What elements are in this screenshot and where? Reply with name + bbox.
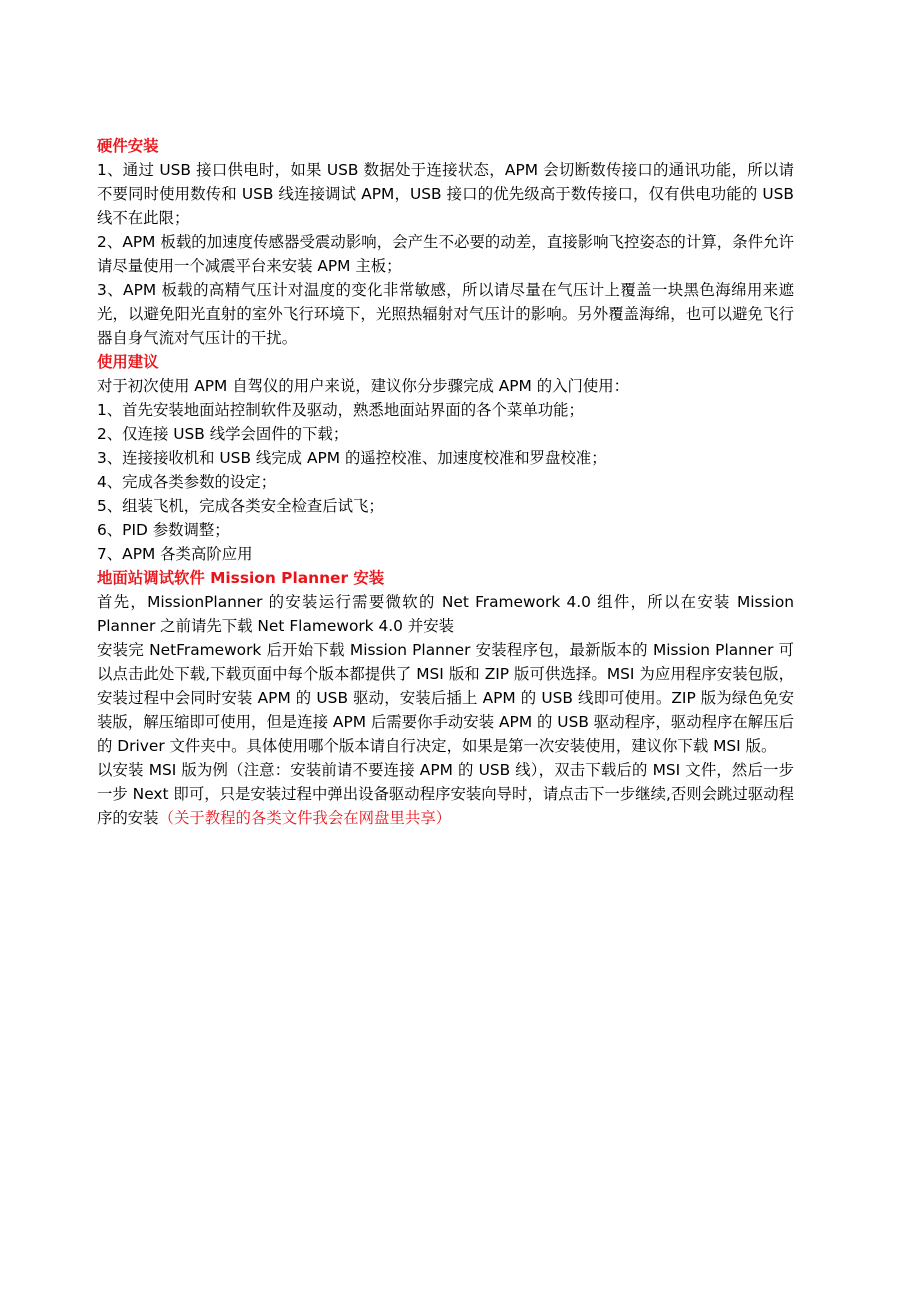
usage-item-4: 4、完成各类参数的设定；: [97, 473, 277, 491]
section-heading-hardware: 硬件安装: [97, 137, 159, 155]
usage-item-7: 7、APM 各类高阶应用: [97, 545, 253, 563]
hardware-item-3: 3、APM 板载的高精气压计对温度的变化非常敏感，所以请尽量在气压计上覆盖一块黑色海绵用来遮光，以避免阳光直射的室外飞行环境下，光照热辐射对气压计的影响。另外覆盖海绵，也可以避免飞行器自身气流对气压计的干扰。: [97, 281, 794, 347]
mission-planner-paragraph-2: 安装完 NetFramework 后开始下载 Mission Planner 安装程序包，最新版本的 Mission Planner 可以点击此处下载,下载页面中每个版本都提供了 MSI 版和 ZIP 版可供选择。MSI 为应用程序安装包版，安装过程中会同时安装 APM 的 USB 驱动，安装后插上 APM 的 USB 线即可使用。ZIP 版为绿色免安装版，解压缩即可使用，但是连接 APM 后需要你手动安装 APM 的 USB 驱动程序，驱动程序在解压后的 Driver 文件夹中。具体使用哪个版本请自行决定，如果是第一次安装使用，建议你下载 MSI 版。: [97, 641, 794, 755]
usage-item-3: 3、连接接收机和 USB 线完成 APM 的遥控校准、加速度校准和罗盘校准；: [97, 449, 607, 467]
section-heading-usage: 使用建议: [97, 353, 159, 371]
mission-planner-paragraph-1: 首先，MissionPlanner 的安装运行需要微软的 Net Framework 4.0 组件，所以在安装 Mission Planner 之前请先下载 Net Flamework 4.0 并安装: [97, 593, 794, 635]
shared-files-note: （关于教程的各类文件我会在网盘里共享）: [158, 809, 452, 827]
usage-item-1: 1、首先安装地面站控制软件及驱动，熟悉地面站界面的各个菜单功能；: [97, 401, 584, 419]
usage-item-6: 6、PID 参数调整；: [97, 521, 230, 539]
hardware-item-1: 1、通过 USB 接口供电时，如果 USB 数据处于连接状态，APM 会切断数传接口的通讯功能，所以请不要同时使用数传和 USB 线连接调试 APM，USB 接口的优先级高于数传接口，仅有供电功能的 USB 线不在此限；: [97, 161, 794, 227]
usage-intro: 对于初次使用 APM 自驾仪的用户来说，建议你分步骤完成 APM 的入门使用：: [97, 377, 630, 395]
usage-item-5: 5、组装飞机，完成各类安全检查后试飞；: [97, 497, 384, 515]
mission-planner-paragraph-3-text: 以安装 MSI 版为例（注意：安装前请不要连接 APM 的 USB 线），双击下载后的 MSI 文件，然后一步一步 Next 即可，只是安装过程中弹出设备驱动程序安装向导时，请点击下一步继续,否则会跳过驱动程序的安装: [97, 761, 794, 827]
document-body: [97, 134, 794, 830]
hardware-item-2: 2、APM 板载的加速度传感器受震动影响，会产生不必要的动差，直接影响飞控姿态的计算，条件允许请尽量使用一个减震平台来安装 APM 主板；: [97, 233, 794, 275]
usage-item-2: 2、仅连接 USB 线学会固件的下载；: [97, 425, 349, 443]
mission-planner-paragraph-3: [97, 758, 794, 830]
section-heading-mission-planner: 地面站调试软件 Mission Planner 安装: [97, 569, 385, 587]
